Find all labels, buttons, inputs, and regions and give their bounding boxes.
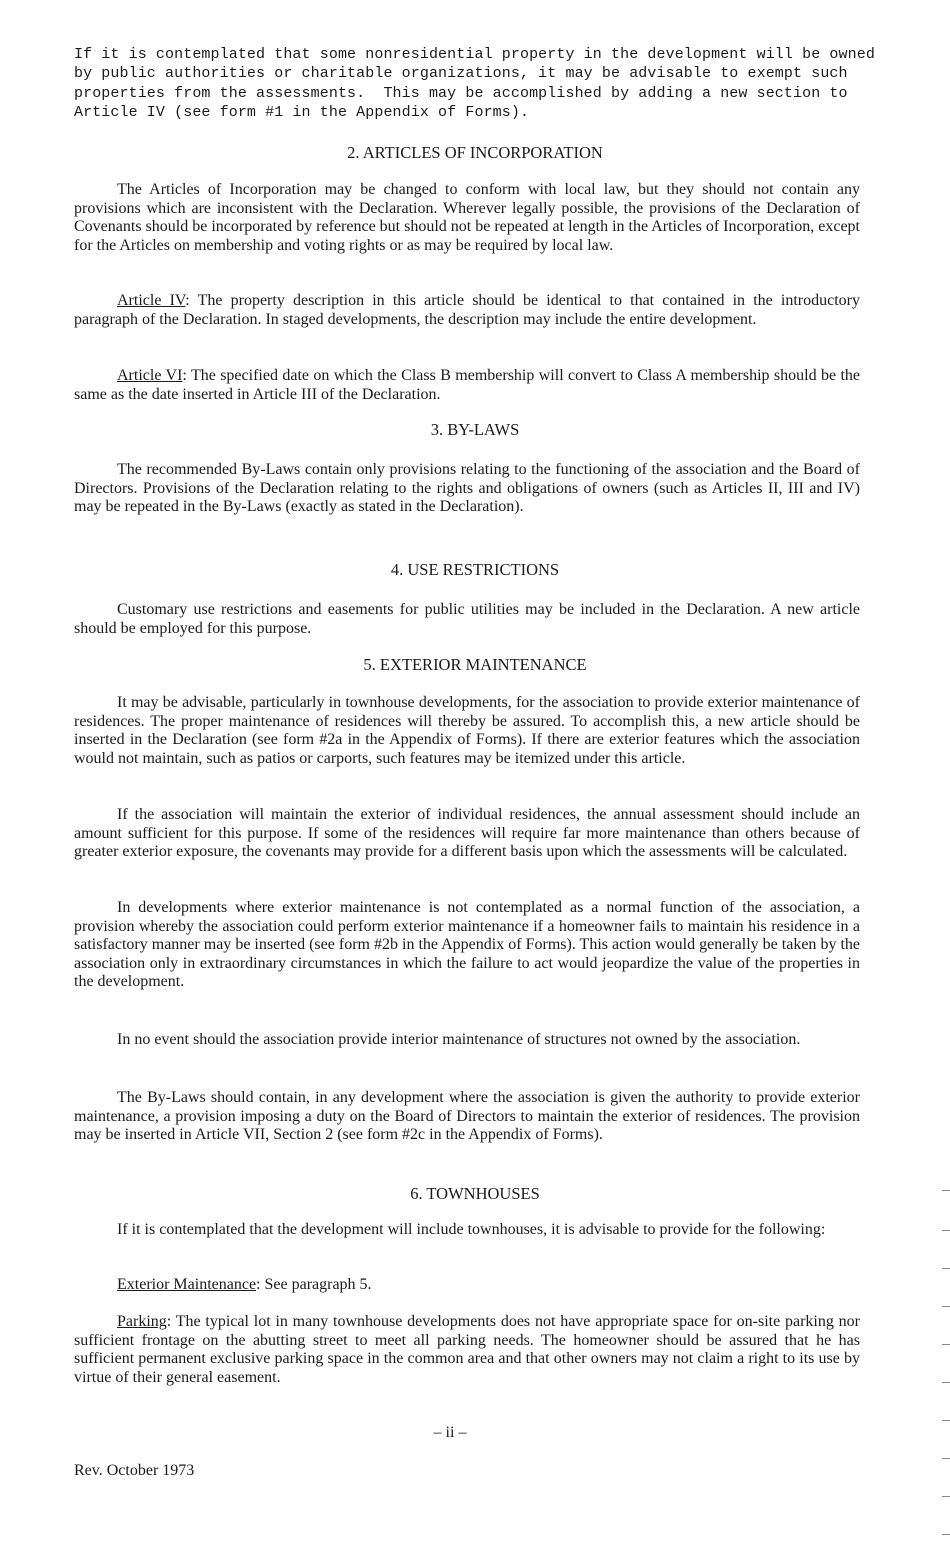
parking-text: : The typical lot in many townhouse developments does not have appropriate space for on-site parking nor sufficient frontage on the abutting street to meet all parking needs. The homeowner should be assured that he has sufficient permanent exclusive parking space in the common area and that other owners may not claim a right to its use by virtue of their general easement. (74, 1313, 860, 1386)
exterior-paragraph-4: In no event should the association provide interior maintenance of structures not owned by the association. (117, 1031, 801, 1048)
scan-mark (942, 1268, 950, 1269)
parking-label: Parking (117, 1313, 167, 1330)
section-heading-use: 4. USE RESTRICTIONS (390, 560, 560, 579)
scan-mark (942, 1382, 950, 1383)
parking-paragraph (74, 1313, 860, 1387)
exterior-maintenance-label: Exterior Maintenance (117, 1276, 257, 1293)
intro-line: by public authorities or charitable organizations, it may be advisable to exempt such (74, 65, 848, 83)
use-paragraph: Customary use restrictions and easements for public utilities may be included in the Declaration. A new article should be employed for this purpose. (74, 601, 860, 637)
intro-line: Article IV (see form #1 in the Appendix of Forms). (74, 103, 530, 121)
section-heading-townhouses: 6. TOWNHOUSES (410, 1184, 540, 1203)
intro-line: If it is contemplated that some nonresidential property in the development will be owned (74, 46, 875, 63)
exterior-paragraph-1: It may be advisable, particularly in townhouse developments, for the association to provide exterior maintenance of residences. The proper maintenance of residences will thereby be assured. To accomplish this, a new article should be inserted in the Declaration (see form #2a in the Appendix of Forms). If there are exterior features which the association would not maintain, such as patios or carports, such features may be itemized under this article. (74, 694, 860, 767)
intro-line: properties from the assessments. This may be accomplished by adding a new section to (74, 84, 848, 102)
revision-date: Rev. October 1973 (74, 1462, 195, 1479)
scan-mark (942, 1534, 950, 1535)
exterior-maintenance-paragraph (74, 1276, 860, 1295)
scan-mark (942, 1458, 950, 1459)
section-heading-bylaws: 3. BY-LAWS (430, 420, 520, 439)
article-iv-label: Article IV (117, 292, 186, 309)
exterior-paragraph-2: If the association will maintain the exterior of individual residences, the annual assessment should include an amount sufficient for this purpose. If some of the residences will require far more maintenance than others because of greater exterior exposure, the covenants may provide for a different basis upon which the assessments will be calculated. (74, 806, 860, 861)
scan-mark (942, 1306, 950, 1307)
scan-mark (942, 1230, 950, 1231)
page-number: – ii – (433, 1424, 467, 1441)
section-heading-exterior: 5. EXTERIOR MAINTENANCE (363, 655, 587, 674)
townhouses-paragraph: If it is contemplated that the development will include townhouses, it is advisable to provide for the following: (117, 1221, 826, 1238)
exterior-paragraph-5: The By-Laws should contain, in any development where the association is given the authority to provide exterior maintenance, a provision imposing a duty on the Board of Directors to maintain the exterior of residences. The provision may be inserted in Article VII, Section 2 (see form #2c in the Appendix of Forms). (74, 1089, 860, 1144)
exterior-maintenance-text: : See paragraph 5. (256, 1276, 372, 1293)
section-heading-articles: 2. ARTICLES OF INCORPORATION (347, 143, 603, 162)
exterior-paragraph-3: In developments where exterior maintenance is not contemplated as a normal function of the association, a provision whereby the association could perform exterior maintenance if a homeowner fails to maintain his residence in a satisfactory manner may be inserted (see form #2b in the Appendix of Forms). This action would generally be taken by the association only in extraordinary circumstances in which the failure to act would jeopardize the value of the properties in the development. (74, 899, 860, 991)
scan-mark (942, 1344, 950, 1345)
bylaws-paragraph: The recommended By-Laws contain only provisions relating to the functioning of the association and the Board of Directors. Provisions of the Declaration relating to the rights and obligations of owners (such as Articles II, III and IV) may be repeated in the By-Laws (exactly as stated in the Declaration). (74, 461, 860, 516)
article-vi-text: : The specified date on which the Class B membership will convert to Class A membership should be the same as the date inserted in Article III of the Declaration. (74, 367, 861, 403)
article-vi-label: Article VI (117, 367, 183, 384)
article-iv-text: : The property description in this article should be identical to that contained in the introductory paragraph of the Declaration. In staged developments, the description may include the entire development. (74, 292, 861, 328)
intro-paragraph (74, 45, 904, 122)
article-vi-paragraph (74, 367, 860, 404)
articles-paragraph: The Articles of Incorporation may be changed to conform with local law, but they should not contain any provisions which are inconsistent with the Declaration. Wherever legally possible, the provisions of the Declaration of Covenants should be incorporated by reference but should not be repeated at length in the Articles of Incorporation, except for the Articles on membership and voting rights or as may be required by local law. (74, 181, 860, 254)
scan-mark (942, 1190, 950, 1191)
scan-mark (942, 1496, 950, 1497)
scan-mark (942, 1420, 950, 1421)
article-iv-paragraph (74, 292, 860, 329)
